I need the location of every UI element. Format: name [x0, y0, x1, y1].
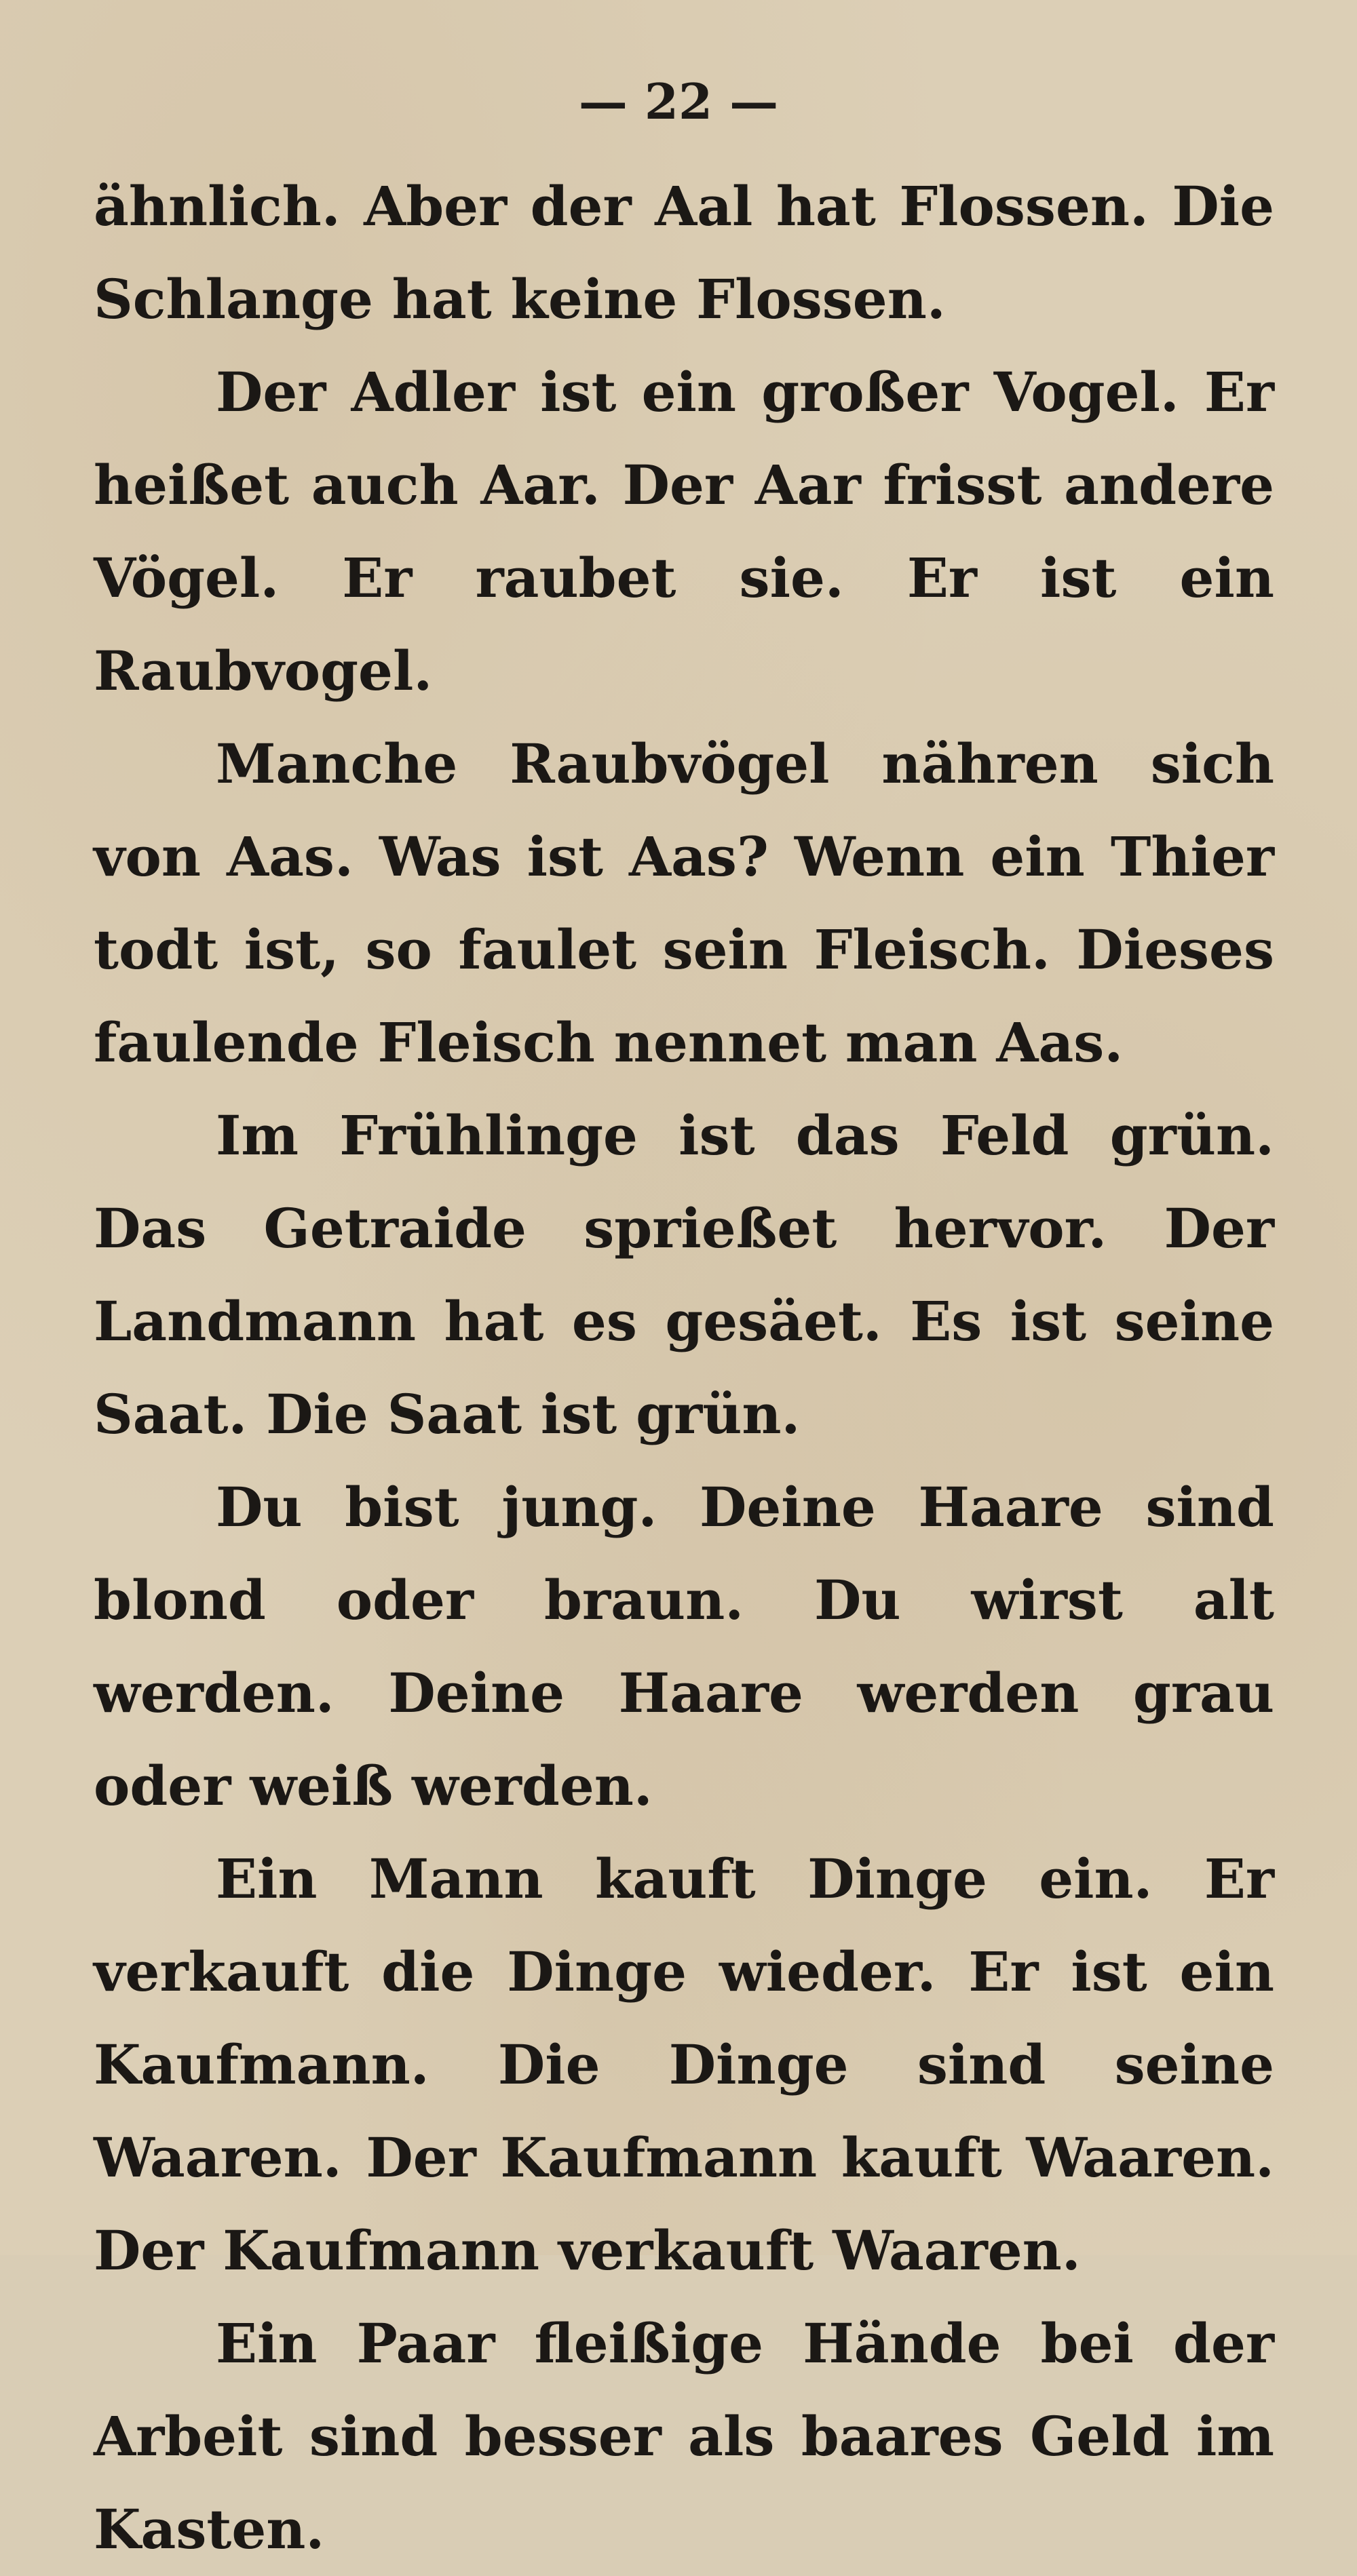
paragraph: ähnlich. Aber der Aal hat Flossen. Die Schlange hat keine Flossen.: [94, 174, 1274, 331]
paragraph: Der Adler ist ein großer Vogel. Er heißet auch Aar. Der Aar frisst andere Vögel. Er raubet sie. Er ist ein Raubvogel.: [94, 360, 1274, 703]
paragraph: Manche Raubvögel nähren sich von Aas. Was ist Aas? Wenn ein Thier todt ist, so faulet sein Fleisch. Dieses faulende Fleisch nennet man Aas.: [94, 732, 1274, 1074]
paragraph: Du bist jung. Deine Haare sind blond oder braun. Du wirst alt werden. Deine Haare werden grau oder weiß werden.: [94, 1475, 1274, 1818]
body-text: [94, 160, 1274, 2576]
page-number: — 22 —: [578, 73, 779, 130]
paragraph: Ein Mann kauft Dinge ein. Er verkauft die Dinge wieder. Er ist ein Kaufmann. Die Dinge sind seine Waaren. Der Kaufmann kauft Waaren. Der Kaufmann verkauft Waaren.: [94, 1847, 1274, 2282]
paragraph: Im Frühlinge ist das Feld grün. Das Getraide sprießet hervor. Der Landmann hat es gesäet. Es ist seine Saat. Die Saat ist grün.: [94, 1104, 1274, 1446]
paragraph: Ein Paar fleißige Hände bei der Arbeit sind besser als baares Geld im Kasten.: [94, 2311, 1274, 2561]
